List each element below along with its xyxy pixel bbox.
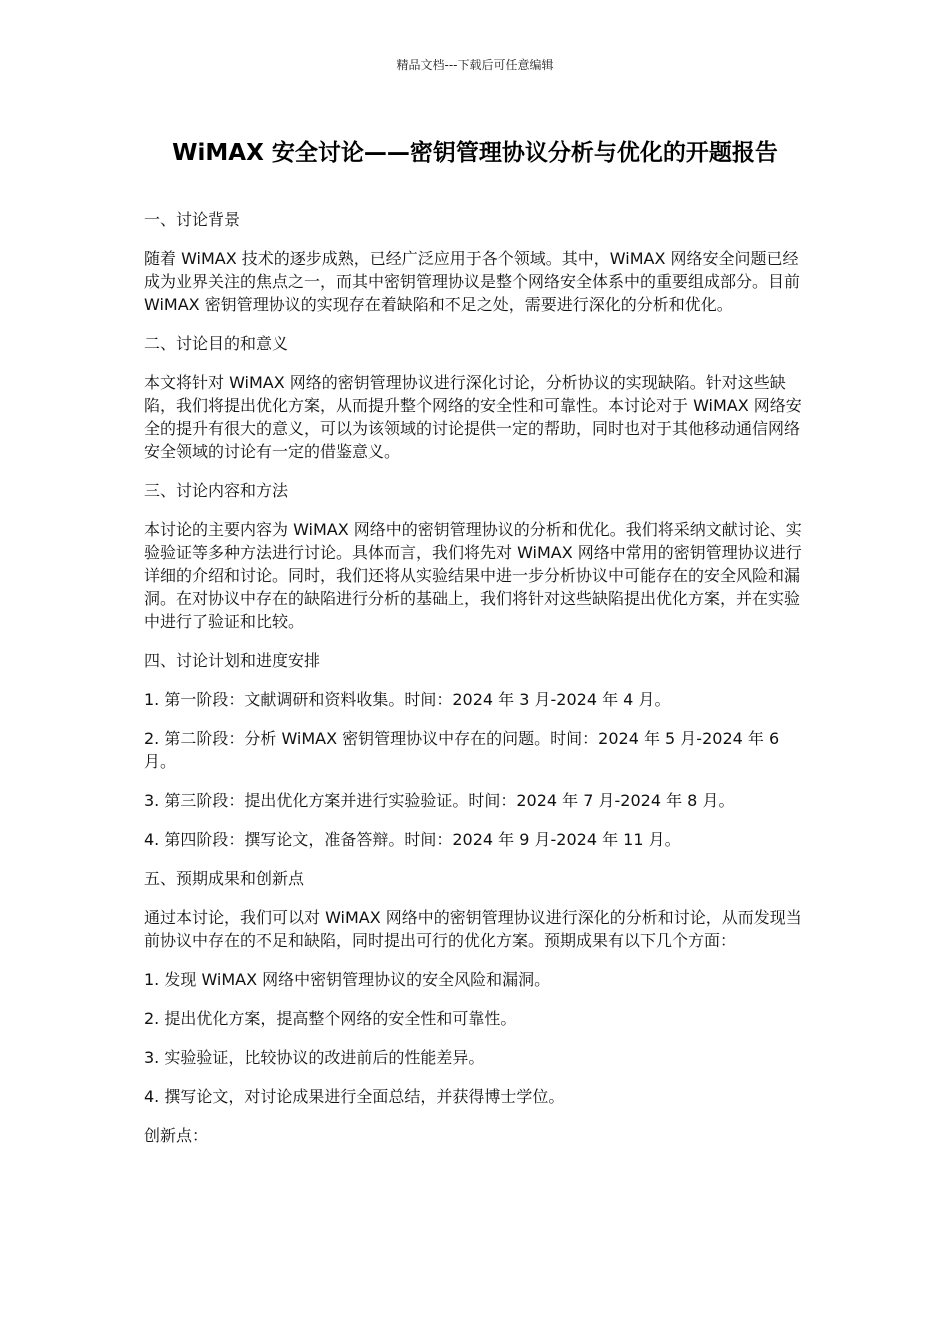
section-heading-outcomes: 五、预期成果和创新点 [144,869,305,888]
paragraph-purpose: 本文将针对 WiMAX 网络的密钥管理协议进行深化讨论，分析协议的实现缺陷。针对这些缺陷，我们将提出优化方案，从而提升整个网络的安全性和可靠性。本讨论对于 WiMAX 网络安全的提升有很大的意义，可以为该领域的讨论提供一定的帮助，同时也对于其他移动通信网络安全领域的讨论有一定的借鉴意义。 [144,373,802,461]
document-title: WiMAX 安全讨论——密钥管理协议分析与优化的开题报告 [172,140,778,166]
outcome-item-3: 3. 实验验证，比较协议的改进前后的性能差异。 [144,1048,485,1067]
outcome-item-1: 1. 发现 WiMAX 网络中密钥管理协议的安全风险和漏洞。 [144,970,551,989]
innovation-heading: 创新点： [144,1126,209,1145]
plan-item-4: 4. 第四阶段：撰写论文，准备答辩。时间：2024 年 9 月-2024 年 11 月。 [144,830,681,849]
plan-item-3: 3. 第三阶段：提出优化方案并进行实验验证。时间：2024 年 7 月-2024 年 8 月。 [144,791,735,810]
section-heading-background: 一、讨论背景 [144,210,241,229]
outcome-item-4: 4. 撰写论文，对讨论成果进行全面总结，并获得博士学位。 [144,1087,565,1106]
section-heading-content-method: 三、讨论内容和方法 [144,481,289,500]
paragraph-content-method: 本讨论的主要内容为 WiMAX 网络中的密钥管理协议的分析和优化。我们将采纳文献讨论、实验验证等多种方法进行讨论。具体而言，我们将先对 WiMAX 网络中常用的密钥管理协议进行详细的介绍和讨论。同时，我们还将从实验结果中进一步分析协议中可能存在的安全风险和漏洞。在对协议中存在的缺陷进行分析的基础上，我们将针对这些缺陷提出优化方案，并在实验中进行了验证和比较。 [144,520,802,631]
plan-item-1: 1. 第一阶段：文献调研和资料收集。时间：2024 年 3 月-2024 年 4 月。 [144,690,671,709]
section-heading-purpose: 二、讨论目的和意义 [144,334,289,353]
paragraph-background: 随着 WiMAX 技术的逐步成熟，已经广泛应用于各个领域。其中，WiMAX 网络安全问题已经成为业界关注的焦点之一，而其中密钥管理协议是整个网络安全体系中的重要组成部分。目前 WiMAX 密钥管理协议的实现存在着缺陷和不足之处，需要进行深化的分析和优化。 [144,249,801,314]
outcome-item-2: 2. 提出优化方案，提高整个网络的安全性和可靠性。 [144,1009,517,1028]
document-body [144,208,808,1163]
header-note: 精品文档---下载后可任意编辑 [396,58,554,72]
plan-item-2: 2. 第二阶段：分析 WiMAX 密钥管理协议中存在的问题。时间：2024 年 5 月-2024 年 6 月。 [144,729,780,771]
paragraph-outcomes: 通过本讨论，我们可以对 WiMAX 网络中的密钥管理协议进行深化的分析和讨论，从而发现当前协议中存在的不足和缺陷，同时提出可行的优化方案。预期成果有以下几个方面： [144,908,802,950]
section-heading-plan: 四、讨论计划和进度安排 [144,651,321,670]
